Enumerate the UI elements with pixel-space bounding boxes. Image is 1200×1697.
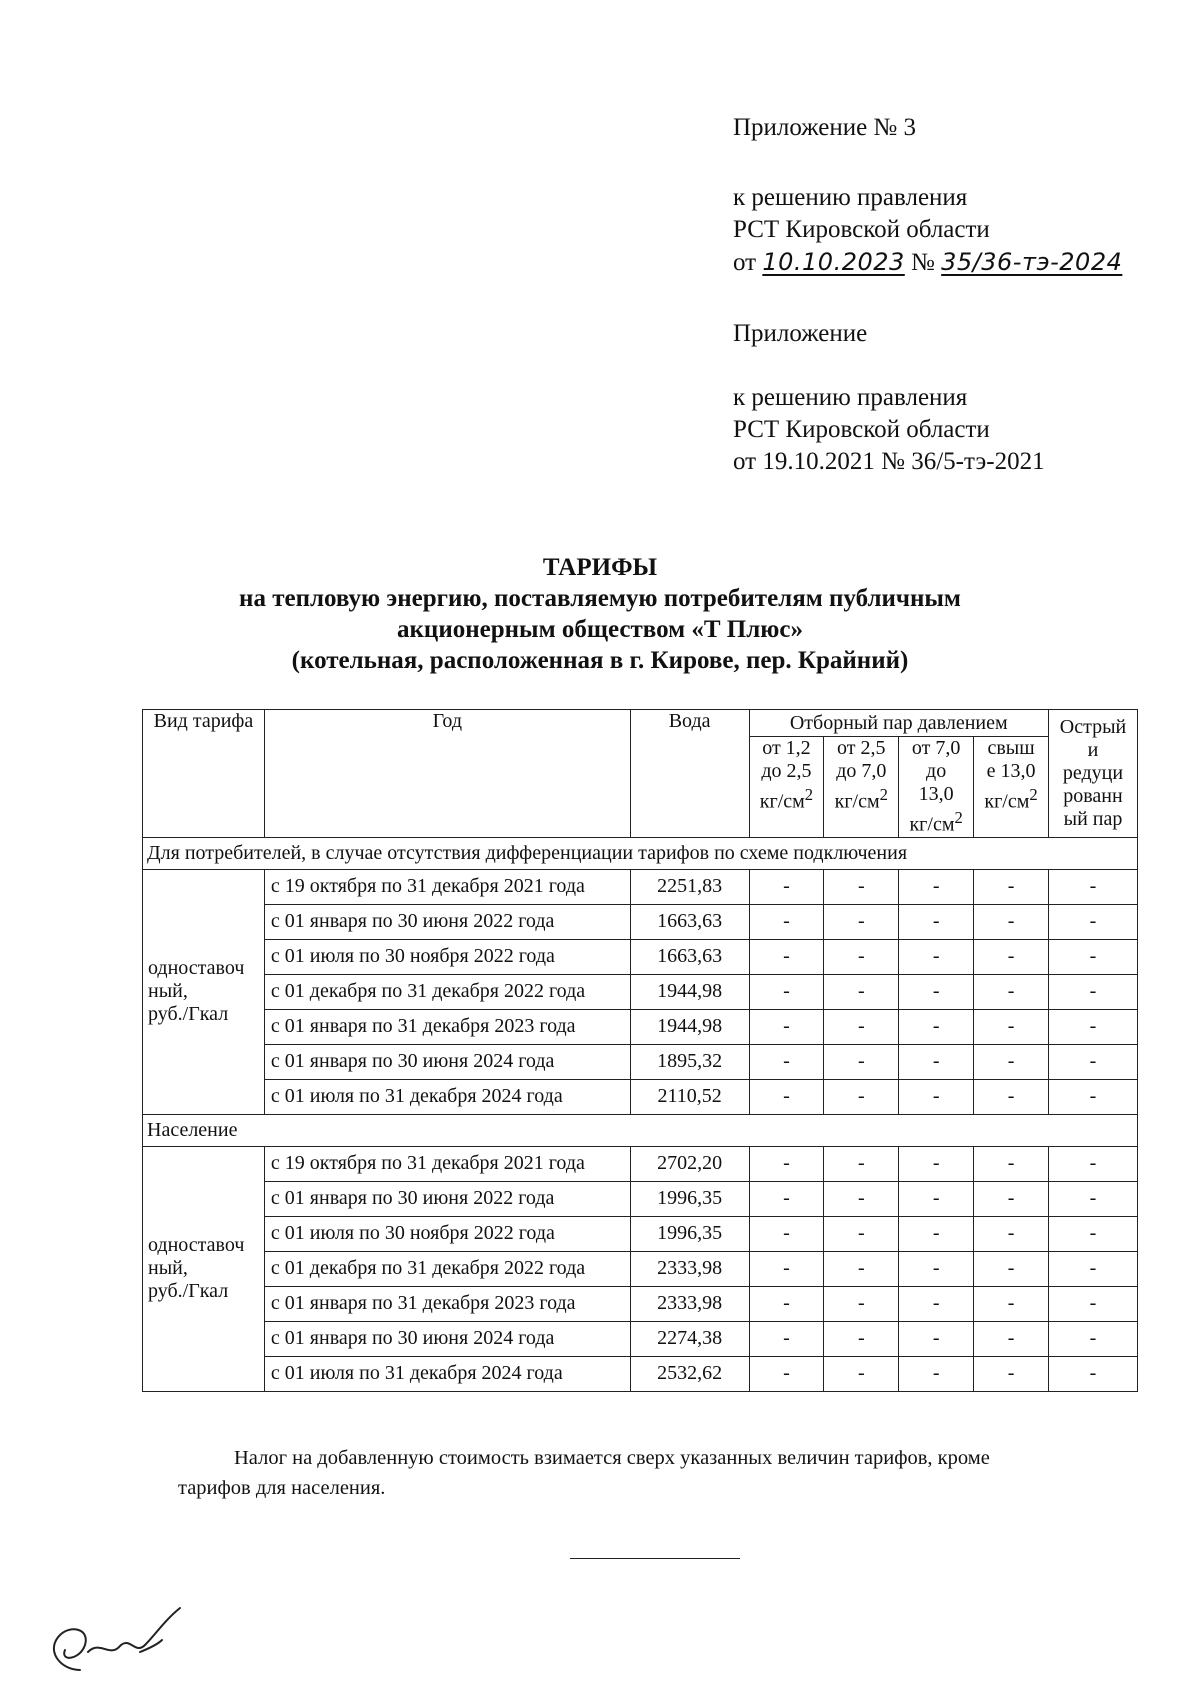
header-steam-1-l2: до 2,5 [761, 760, 812, 782]
header-ostr-l2: и [1087, 738, 1099, 761]
steam-2-cell: - [824, 1181, 899, 1216]
appendix-original-line3: от 19.10.2021 № 36/5-тэ-2021 [733, 448, 1045, 475]
steam-4-cell: - [974, 1251, 1049, 1286]
water-value-cell: 1996,35 [630, 1216, 749, 1251]
period-cell: с 01 января по 30 июня 2024 года [264, 1044, 630, 1079]
sharp-steam-cell: - [1048, 1079, 1137, 1114]
header-steam-2-l1: от 2,5 [837, 737, 886, 759]
header-steam-2-l2: до 7,0 [836, 760, 887, 782]
tariff-type-text: руб./Гкал [148, 1003, 229, 1026]
steam-2-cell: - [824, 869, 899, 904]
header-god [264, 710, 630, 838]
header-steam-3-l3: 13,0 [918, 783, 954, 805]
number-prefix: № [911, 249, 935, 276]
table-row [143, 1009, 1138, 1044]
period-cell: с 01 декабря по 31 декабря 2022 года [264, 974, 630, 1009]
water-value-cell: 1944,98 [630, 974, 749, 1009]
header-god-text: Год [432, 710, 463, 732]
header-steam-4-l3: кг/см [984, 790, 1030, 813]
sharp-steam-cell: - [1048, 869, 1137, 904]
table-row [143, 1181, 1138, 1216]
steam-4-cell: - [974, 1321, 1049, 1356]
steam-1-cell: - [749, 869, 824, 904]
steam-3-cell: - [899, 1079, 974, 1114]
table-row [143, 904, 1138, 939]
header-steam-group-text: Отборный пар давлением [789, 711, 1008, 734]
table-row [143, 974, 1138, 1009]
title-line2: на тепловую энергию, поставляемую потребителям публичным [239, 585, 961, 612]
steam-1-cell: - [749, 904, 824, 939]
header-steam-2 [824, 737, 899, 838]
table-row [143, 1251, 1138, 1286]
steam-4-cell: - [974, 1079, 1049, 1114]
water-value-cell: 2333,98 [630, 1251, 749, 1286]
period-cell: с 01 июля по 30 ноября 2022 года [264, 1216, 630, 1251]
vat-note-line1: Налог на добавленную стоимость взимается сверх указанных величин тарифов, кроме [234, 1447, 990, 1469]
table-row [143, 1216, 1138, 1251]
water-value-cell: 1895,32 [630, 1044, 749, 1079]
steam-4-cell: - [974, 869, 1049, 904]
appendix-original-block [733, 318, 1045, 478]
tariff-table [142, 709, 1138, 1392]
header-steam-4-l2: е 13,0 [986, 760, 1036, 782]
header-steam-3-sup: 2 [954, 808, 963, 827]
header-steam-group [749, 710, 1048, 737]
period-cell: с 01 декабря по 31 декабря 2022 года [264, 1251, 630, 1286]
header-voda-text: Вода [668, 710, 711, 732]
header-steam-4-sup: 2 [1029, 785, 1038, 804]
header-steam-1-l1: от 1,2 [762, 737, 811, 759]
header-ostr-l3: редуци [1062, 761, 1124, 784]
steam-2-cell: - [824, 1079, 899, 1114]
water-value-cell: 2274,38 [630, 1321, 749, 1356]
period-cell: с 01 января по 31 декабря 2023 года [264, 1286, 630, 1321]
steam-1-cell: - [749, 939, 824, 974]
steam-3-cell: - [899, 1009, 974, 1044]
steam-1-cell: - [749, 1251, 824, 1286]
table-row [143, 869, 1138, 904]
tariff-type-cell [143, 869, 265, 1114]
header-steam-3-l2: до [926, 760, 947, 782]
steam-2-cell: - [824, 974, 899, 1009]
steam-1-cell: - [749, 1356, 824, 1391]
header-steam-3 [899, 737, 974, 838]
steam-3-cell: - [899, 1321, 974, 1356]
header-steam-4-l1: свыш [987, 737, 1035, 759]
header-ostr-l1: Острый [1059, 715, 1127, 738]
sharp-steam-cell: - [1048, 1181, 1137, 1216]
steam-3-cell: - [899, 1181, 974, 1216]
steam-1-cell: - [749, 1079, 824, 1114]
steam-2-cell: - [824, 1146, 899, 1181]
document-title [0, 552, 1200, 676]
steam-4-cell: - [974, 1356, 1049, 1391]
sharp-steam-cell: - [1048, 1044, 1137, 1079]
period-cell: с 01 июля по 30 ноября 2022 года [264, 939, 630, 974]
water-value-cell: 1663,63 [630, 904, 749, 939]
steam-2-cell: - [824, 1216, 899, 1251]
section-label: Для потребителей, в случае отсутствия дифференциации тарифов по схеме подключения [143, 837, 1138, 869]
appendix-original-line2: РСТ Кировской области [733, 416, 990, 443]
tariff-table-body [143, 710, 1138, 1392]
sharp-steam-cell: - [1048, 1356, 1137, 1391]
steam-3-cell: - [899, 974, 974, 1009]
steam-2-cell: - [824, 904, 899, 939]
steam-2-cell: - [824, 1009, 899, 1044]
header-ostr-l4: рованн [1063, 784, 1123, 807]
table-row [143, 1044, 1138, 1079]
steam-4-cell: - [974, 974, 1049, 1009]
steam-1-cell: - [749, 1216, 824, 1251]
water-value-cell: 2333,98 [630, 1286, 749, 1321]
period-cell: с 19 октября по 31 декабря 2021 года [264, 869, 630, 904]
steam-3-cell: - [899, 939, 974, 974]
header-ostr-l5: ый пар [1063, 807, 1123, 830]
water-value-cell: 2532,62 [630, 1356, 749, 1391]
header-steam-1-sup: 2 [804, 785, 814, 804]
title-line1: ТАРИФЫ [542, 554, 658, 581]
steam-1-cell: - [749, 1321, 824, 1356]
steam-1-cell: - [749, 974, 824, 1009]
steam-2-cell: - [824, 1286, 899, 1321]
steam-3-cell: - [899, 869, 974, 904]
period-cell: с 01 января по 30 июня 2022 года [264, 904, 630, 939]
steam-3-cell: - [899, 1216, 974, 1251]
table-row [143, 1286, 1138, 1321]
steam-3-cell: - [899, 904, 974, 939]
water-value-cell: 1663,63 [630, 939, 749, 974]
appendix-current-date-line [733, 246, 1122, 279]
header-steam-3-l4: кг/см [909, 813, 955, 836]
steam-4-cell: - [974, 1286, 1049, 1321]
sharp-steam-cell: - [1048, 939, 1137, 974]
appendix-current-line1: к решению правления [733, 184, 968, 211]
tariff-type-text: руб./Гкал [148, 1280, 229, 1303]
appendix-original-line1: к решению правления [733, 384, 968, 411]
steam-4-cell: - [974, 904, 1049, 939]
header-vid-text: Вид тарифа [153, 710, 254, 732]
appendix-current-block [733, 112, 1122, 279]
steam-4-cell: - [974, 1146, 1049, 1181]
appendix-current-title: Приложение № 3 [733, 114, 917, 141]
header-steam-2-sup: 2 [879, 785, 888, 804]
header-steam-1-l3: кг/см [759, 790, 805, 813]
water-value-cell: 2702,20 [630, 1146, 749, 1181]
water-value-cell: 2110,52 [630, 1079, 749, 1114]
tariff-type-cell [143, 1146, 265, 1391]
separator-line [570, 1558, 740, 1559]
table-row [143, 1146, 1138, 1181]
steam-3-cell: - [899, 1044, 974, 1079]
appendix-original-title: Приложение [733, 320, 868, 347]
vat-note [178, 1443, 1138, 1503]
table-row [143, 1356, 1138, 1391]
steam-2-cell: - [824, 1044, 899, 1079]
steam-3-cell: - [899, 1356, 974, 1391]
handwritten-date: 10.10.2023 [762, 248, 905, 276]
steam-4-cell: - [974, 1216, 1049, 1251]
steam-4-cell: - [974, 1181, 1049, 1216]
sharp-steam-cell: - [1048, 1146, 1137, 1181]
section-row [143, 1114, 1138, 1146]
steam-4-cell: - [974, 1044, 1049, 1079]
steam-4-cell: - [974, 1009, 1049, 1044]
table-row [143, 939, 1138, 974]
water-value-cell: 2251,83 [630, 869, 749, 904]
tariff-type-text: ный, [148, 1257, 188, 1280]
period-cell: с 01 января по 31 декабря 2023 года [264, 1009, 630, 1044]
header-steam-3-l1: от 7,0 [911, 737, 961, 759]
sharp-steam-cell: - [1048, 1286, 1137, 1321]
period-cell: с 01 июля по 31 декабря 2024 года [264, 1079, 630, 1114]
header-row-1 [143, 710, 1138, 737]
steam-3-cell: - [899, 1146, 974, 1181]
table-row [143, 1079, 1138, 1114]
sharp-steam-cell: - [1048, 1251, 1137, 1286]
steam-2-cell: - [824, 1321, 899, 1356]
table-row [143, 1321, 1138, 1356]
period-cell: с 01 января по 30 июня 2024 года [264, 1321, 630, 1356]
sharp-steam-cell: - [1048, 904, 1137, 939]
steam-2-cell: - [824, 1356, 899, 1391]
steam-1-cell: - [749, 1181, 824, 1216]
steam-2-cell: - [824, 1251, 899, 1286]
tariff-type-text: ный, [148, 980, 188, 1003]
steam-1-cell: - [749, 1146, 824, 1181]
steam-1-cell: - [749, 1044, 824, 1079]
header-voda [630, 710, 749, 838]
steam-3-cell: - [899, 1251, 974, 1286]
steam-1-cell: - [749, 1009, 824, 1044]
period-cell: с 01 января по 30 июня 2022 года [264, 1181, 630, 1216]
steam-3-cell: - [899, 1286, 974, 1321]
header-ostr [1048, 710, 1137, 838]
vat-note-line2: тарифов для населения. [178, 1477, 386, 1499]
header-vid [143, 710, 265, 838]
sharp-steam-cell: - [1048, 1321, 1137, 1356]
period-cell: с 01 июля по 31 декабря 2024 года [264, 1356, 630, 1391]
sharp-steam-cell: - [1048, 1216, 1137, 1251]
header-steam-4 [974, 737, 1049, 838]
signature-image [40, 1600, 190, 1680]
header-steam-2-l3: кг/см [834, 790, 880, 813]
title-line3: акционерным обществом «Т Плюс» [397, 616, 803, 643]
section-row [143, 837, 1138, 869]
steam-1-cell: - [749, 1286, 824, 1321]
period-cell: с 19 октября по 31 декабря 2021 года [264, 1146, 630, 1181]
steam-4-cell: - [974, 939, 1049, 974]
sharp-steam-cell: - [1048, 974, 1137, 1009]
tariff-type-text: одноставоч [148, 957, 245, 980]
tariff-type-text: одноставоч [148, 1234, 245, 1257]
steam-2-cell: - [824, 939, 899, 974]
section-label: Население [143, 1114, 1138, 1146]
handwritten-number: 35/36-тэ-2024 [941, 248, 1123, 276]
appendix-current-line2: РСТ Кировской области [733, 216, 990, 243]
header-steam-1 [749, 737, 824, 838]
water-value-cell: 1996,35 [630, 1181, 749, 1216]
date-prefix: от [733, 249, 757, 276]
sharp-steam-cell: - [1048, 1009, 1137, 1044]
water-value-cell: 1944,98 [630, 1009, 749, 1044]
title-line4: (котельная, расположенная в г. Кирове, пер. Крайний) [291, 647, 909, 674]
